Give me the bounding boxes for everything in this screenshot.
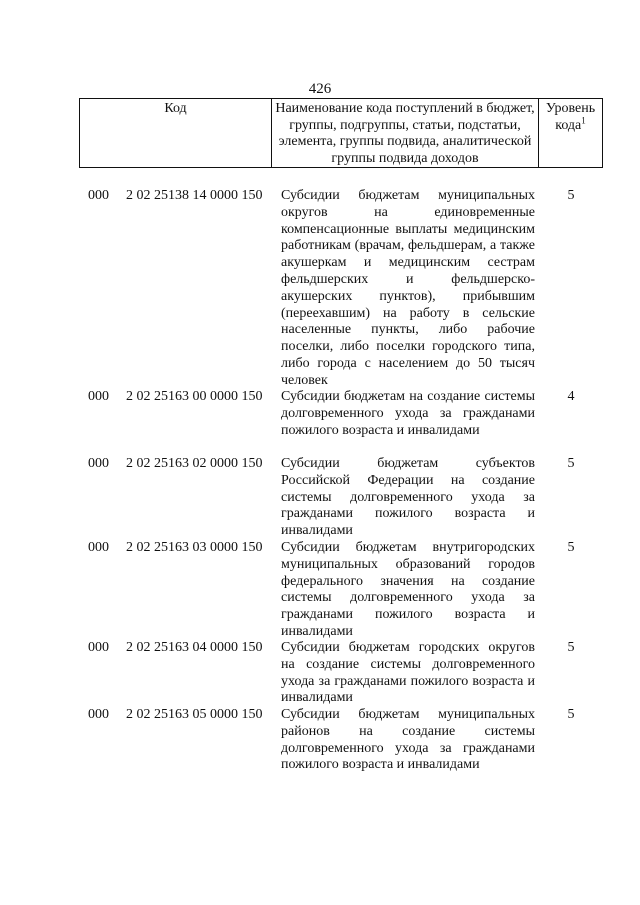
row-name: Субсидии бюджетам городских округов на создание системы долговременного ухода за гражданами пожилого возраста и инвалидами: [281, 640, 535, 706]
row-budget-code: 2 02 25138 14 0000 150: [126, 188, 263, 203]
row-name: Субсидии бюджетам субъектов Российской Федерации на создание системы долговременного ухода за гражданами пожилого возраста и инвалидами: [281, 456, 535, 539]
row-level: 5: [567, 456, 575, 471]
row-level: 4: [567, 389, 575, 404]
row-admin-code: 000: [88, 707, 109, 722]
row-budget-code: 2 02 25163 03 0000 150: [126, 540, 263, 555]
header-level-footnote: 1: [581, 114, 586, 125]
row-level: 5: [567, 707, 575, 722]
header-name: Наименование кода поступлений в бюджет, группы, подгруппы, статьи, подстатьи, элемента, группы подвида, аналитической группы подвида доходов: [272, 99, 539, 167]
header-level: [539, 99, 602, 167]
row-level: 5: [567, 640, 575, 655]
row-name: Субсидии бюджетам на создание системы долговременного ухода за гражданами пожилого возраста и инвалидами: [281, 389, 535, 438]
row-budget-code: 2 02 25163 05 0000 150: [126, 707, 263, 722]
row-level: 5: [567, 540, 575, 555]
row-admin-code: 000: [88, 456, 109, 471]
page-number: 426: [308, 81, 332, 97]
row-name: Субсидии бюджетам муниципальных районов на создание системы долговременного ухода за гражданами пожилого возраста и инвалидами: [281, 707, 535, 773]
row-budget-code: 2 02 25163 04 0000 150: [126, 640, 263, 655]
row-admin-code: 000: [88, 188, 109, 203]
header-code: Код: [80, 99, 272, 167]
row-admin-code: 000: [88, 389, 109, 404]
row-name: Субсидии бюджетам внутригородских муниципальных образований городов федерального значения на создание системы долговременного ухода за гражданами пожилого возраста и инвалидами: [281, 540, 535, 639]
row-level: 5: [567, 188, 575, 203]
row-admin-code: 000: [88, 540, 109, 555]
row-budget-code: 2 02 25163 00 0000 150: [126, 389, 263, 404]
table-header: [79, 98, 603, 168]
row-admin-code: 000: [88, 640, 109, 655]
row-name: Субсидии бюджетам муниципальных округов на единовременные компенсационные выплаты медицинским работникам (врачам, фельдшерам, а также акушеркам и медицинским сестрам фельдшерских и фельдшерско-акушерских пунктов), прибывшим (переехавшим) на работу в сельские населенные пункты, либо рабочие поселки, либо поселки городского типа, либо города с населением до 50 тысяч человек: [281, 188, 535, 388]
row-budget-code: 2 02 25163 02 0000 150: [126, 456, 263, 471]
header-level-label: Уровень кода: [545, 101, 596, 133]
